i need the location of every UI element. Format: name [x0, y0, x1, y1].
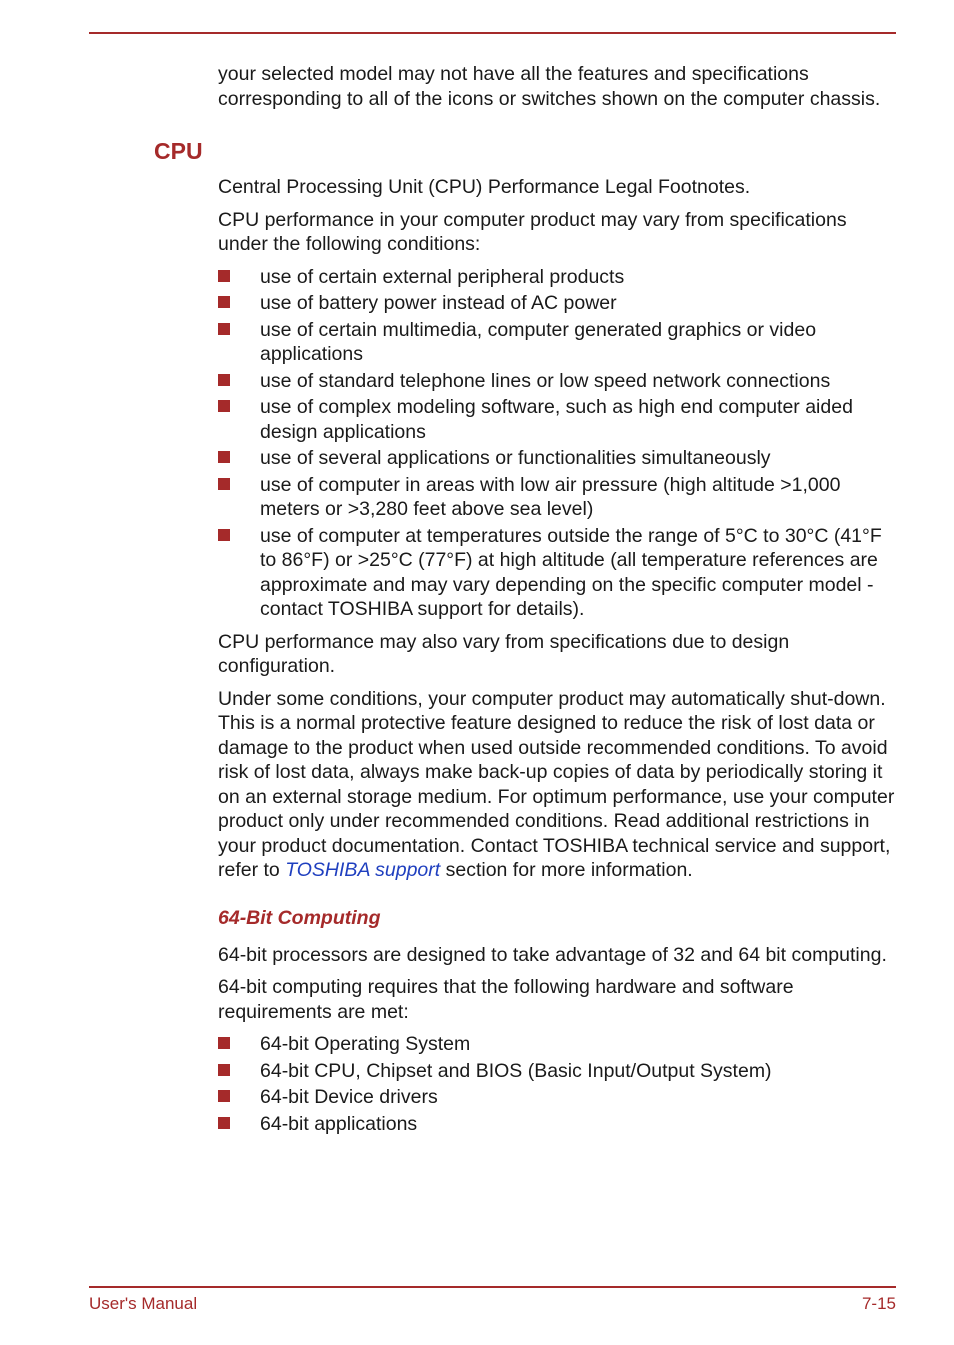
cpu-heading: CPU: [154, 138, 203, 164]
list-item-text: 64-bit CPU, Chipset and BIOS (Basic Input/Output System): [260, 1059, 772, 1082]
cpu-paragraph-4-tail: section for more information.: [440, 859, 693, 881]
square-bullet-icon: [218, 400, 230, 412]
list-item-text: use of standard telephone lines or low speed network connections: [260, 369, 831, 392]
list-item-text: 64-bit applications: [260, 1112, 418, 1135]
square-bullet-icon: [218, 270, 230, 282]
list-item: [218, 318, 898, 367]
list-item-text: use of computer in areas with low air pressure (high altitude >1,000 meters or >3,280 feet above sea level): [260, 473, 841, 520]
list-item: [218, 1085, 898, 1110]
intro-paragraph: your selected model may not have all the features and specifications corresponding to all of the icons or switches shown on the computer chassis.: [218, 63, 881, 110]
bit64-paragraph-2: 64-bit computing requires that the following hardware and software requirements are met:: [218, 976, 794, 1023]
list-item: [218, 291, 898, 316]
list-item-text: use of several applications or functionalities simultaneously: [260, 447, 771, 469]
square-bullet-icon: [218, 1037, 230, 1049]
square-bullet-icon: [218, 374, 230, 386]
list-item-text: 64-bit Operating System: [260, 1033, 471, 1055]
toshiba-support-link[interactable]: TOSHIBA support: [285, 859, 441, 881]
cpu-paragraph-1: Central Processing Unit (CPU) Performance Legal Footnotes.: [218, 176, 751, 198]
square-bullet-icon: [218, 1117, 230, 1129]
cpu-paragraph-3: CPU performance may also vary from specifications due to design configuration.: [218, 630, 790, 677]
list-item: [218, 395, 898, 444]
list-item: [218, 265, 898, 290]
list-item: [218, 1059, 898, 1084]
list-item-text: use of computer at temperatures outside the range of 5°C to 30°C (41°F to 86°F) or >25°C (77°F) at high altitude (all temperature references are approximate and may vary depending on the specific computer model - contact TOSHIBA support for details).: [260, 524, 882, 620]
square-bullet-icon: [218, 323, 230, 335]
footer-page-number: 7-15: [861, 1294, 896, 1313]
list-item: [218, 369, 898, 394]
cpu-paragraph-4-text: Under some conditions, your computer product may automatically shut-down. This is a normal protective feature designed to reduce the risk of lost data or damage to the product when used outside recommended conditions. To avoid risk of lost data, always make back-up copies of data by periodically storing it on an external storage medium. For optimum performance, use your computer product only under recommended conditions. Read additional restrictions in your product documentation. Contact TOSHIBA technical service and support, refer to: [218, 687, 895, 881]
list-item: [218, 1032, 898, 1057]
cpu-conditions-list: [218, 265, 898, 622]
square-bullet-icon: [218, 451, 230, 463]
list-item: [218, 473, 898, 522]
header-rule: [89, 32, 896, 34]
page-content: [154, 62, 898, 1144]
footer-rule: [89, 1286, 896, 1288]
square-bullet-icon: [218, 1090, 230, 1102]
list-item: [218, 446, 898, 471]
bit64-heading: 64-Bit Computing: [218, 906, 381, 929]
square-bullet-icon: [218, 296, 230, 308]
list-item-text: 64-bit Device drivers: [260, 1086, 438, 1108]
cpu-paragraph-2: CPU performance in your computer product may vary from specifications under the following conditions:: [218, 208, 847, 255]
list-item-text: use of certain external peripheral products: [260, 265, 625, 288]
square-bullet-icon: [218, 478, 230, 490]
bit64-paragraph-1: 64-bit processors are designed to take advantage of 32 and 64 bit computing.: [218, 943, 887, 966]
list-item-text: use of battery power instead of AC power: [260, 292, 617, 314]
list-item: [218, 524, 898, 622]
square-bullet-icon: [218, 1064, 230, 1076]
cpu-paragraph-4: [218, 687, 898, 883]
square-bullet-icon: [218, 529, 230, 541]
list-item-text: use of certain multimedia, computer generated graphics or video applications: [260, 318, 817, 365]
footer-manual-title: User's Manual: [89, 1294, 198, 1313]
bit64-requirements-list: [218, 1032, 898, 1136]
list-item: [218, 1112, 898, 1137]
list-item-text: use of complex modeling software, such as high end computer aided design applications: [260, 396, 853, 443]
